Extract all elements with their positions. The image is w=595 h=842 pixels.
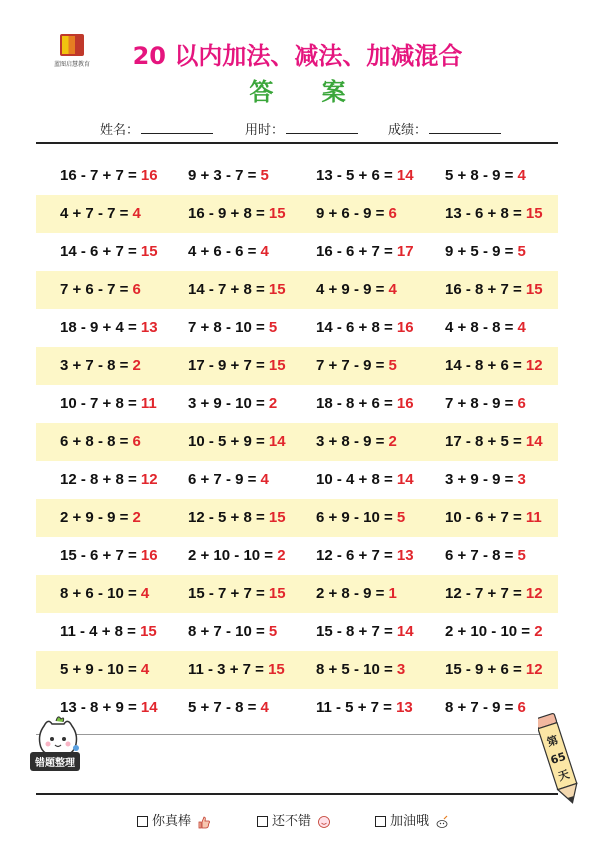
problem [60,537,158,575]
rating-option-great[interactable] [137,810,211,829]
problem-answer: 4 [260,471,269,488]
problem [445,537,526,575]
problem-answer: 1 [388,585,397,602]
rating-option-keep-going[interactable] [375,810,449,829]
problem-expression: 4 + 7 - 7 = [60,205,133,222]
problem-answer: 2 [534,623,543,640]
problem-expression: 2 + 9 - 9 = [60,509,133,526]
problem [60,157,158,195]
problem-answer: 11 [525,509,542,526]
error-collection-area [36,734,558,793]
problem-expression: 7 + 8 - 10 = [188,319,269,336]
problem-expression: 14 - 7 + 8 = [188,281,269,298]
problem-row [36,689,558,727]
problem [316,157,414,195]
problem-expression: 10 - 5 + 9 = [188,433,269,450]
problem [60,309,158,347]
score-label: 成绩： [388,123,428,138]
thumbs-up-icon [197,815,211,829]
problem-expression: 2 + 10 - 10 = [445,623,535,640]
problem-expression: 8 + 5 - 10 = [316,661,397,678]
problem-answer: 5 [388,357,397,374]
problem [445,347,543,385]
problem-answer: 6 [388,205,397,222]
problem-expression: 10 - 6 + 7 = [445,509,526,526]
problem [445,157,526,195]
problem-answer: 14 [268,433,286,450]
problem-answer: 2 [277,547,286,564]
problem-expression: 16 - 6 + 7 = [316,243,397,260]
problem-expression: 11 - 5 + 7 = [316,699,397,716]
problem [316,195,397,233]
rating-label: 加油哦 [390,814,430,829]
score-field[interactable] [388,119,501,138]
problem-answer: 13 [396,547,414,564]
problem-expression: 14 - 8 + 6 = [445,357,526,374]
problem-row [36,271,558,309]
problem-expression: 12 - 7 + 7 = [445,585,526,602]
problem-answer: 15 [140,243,158,260]
problem [316,613,414,651]
problem-row [36,423,558,461]
problem-answer: 6 [132,281,141,298]
problem-row [36,157,558,195]
problem [445,689,526,727]
rating-label: 还不错 [272,814,312,829]
problem [445,309,526,347]
problem-answer: 5 [517,547,526,564]
problem-expression: 6 + 7 - 9 = [188,471,261,488]
problem [316,499,405,537]
problem-row [36,385,558,423]
problem-row [36,347,558,385]
problem [188,423,286,461]
problem-answer: 4 [140,661,150,678]
problem-expression: 7 + 6 - 7 = [60,281,133,298]
score-blank[interactable] [429,122,501,134]
problem-expression: 18 - 9 + 4 = [60,319,141,336]
problem [188,575,286,613]
problem-expression: 17 - 8 + 5 = [445,433,526,450]
problem-answer: 12 [525,585,543,602]
problem-answer: 15 [268,281,286,298]
pencil-day-text-2: 65 [548,749,568,768]
problems-grid [36,157,558,727]
problem-answer: 3 [517,471,526,488]
problem [60,347,141,385]
problem [316,347,397,385]
problem-expression: 13 - 8 + 9 = [60,699,141,716]
problem-answer: 5 [396,509,406,526]
problem-answer: 12 [140,471,158,488]
problem-row [36,461,558,499]
problem-answer: 5 [260,167,269,184]
problem-expression: 4 + 8 - 8 = [445,319,518,336]
problem [445,613,543,651]
problem [445,385,526,423]
problem-row [36,575,558,613]
problem-expression: 15 - 8 + 7 = [316,623,397,640]
problem-answer: 6 [132,433,141,450]
name-field[interactable] [100,119,213,138]
problem-expression: 8 + 7 - 10 = [188,623,269,640]
problem-answer: 16 [396,319,414,336]
page-title: 20 以内加法、减法、加减混合 [132,42,463,70]
problem-expression: 4 + 9 - 9 = [316,281,389,298]
problem-answer: 14 [140,699,158,716]
name-label: 姓名： [100,123,140,138]
problem-expression: 2 + 8 - 9 = [316,585,389,602]
problem-expression: 6 + 8 - 8 = [60,433,133,450]
problem [188,157,269,195]
problem [188,233,269,271]
problem-expression: 7 + 7 - 9 = [316,357,389,374]
problem-answer: 6 [517,699,526,716]
problem-expression: 3 + 9 - 10 = [188,395,269,412]
problem-answer: 5 [268,623,278,640]
time-label: 用时： [245,123,285,138]
problem-expression: 17 - 9 + 7 = [188,357,269,374]
problem [188,271,286,309]
rating-option-good[interactable] [257,810,331,829]
problem [60,613,157,651]
problem-expression: 13 - 6 + 8 = [445,205,526,222]
problem-answer: 4 [517,167,526,184]
problem-answer: 12 [525,661,543,678]
problem [60,271,141,309]
problem-expression: 8 + 6 - 10 = [60,585,141,602]
problem-answer: 4 [517,319,526,336]
problem [445,195,543,233]
problem [316,689,413,727]
problem-expression: 2 + 10 - 10 = [188,547,278,564]
problem [188,537,286,575]
problem [188,385,277,423]
problem-answer: 5 [517,243,526,260]
rating-checkbox[interactable] [375,816,386,827]
problem-expression: 9 + 3 - 7 = [188,167,261,184]
problem [445,233,526,271]
problem-expression: 15 - 6 + 7 = [60,547,141,564]
problem-answer: 2 [388,433,397,450]
problem-answer: 14 [396,471,414,488]
problem-expression: 3 + 7 - 8 = [60,357,133,374]
problem [445,499,542,537]
problem [188,651,285,689]
problem [316,651,405,689]
problem [188,689,269,727]
problem-answer: 4 [140,585,150,602]
page-subtitle: 答 案 [249,78,366,106]
problem-expression: 6 + 9 - 10 = [316,509,397,526]
problem-expression: 16 - 9 + 8 = [188,205,269,222]
problem-answer: 14 [396,167,414,184]
problem-expression: 14 - 6 + 8 = [316,319,397,336]
problem-answer: 15 [268,509,286,526]
problem-expression: 15 - 7 + 7 = [188,585,269,602]
problem-answer: 14 [396,623,414,640]
problem-answer: 15 [140,623,157,640]
problem-answer: 15 [268,661,285,678]
problem [316,271,397,309]
problem-answer: 13 [396,699,413,716]
problem-answer: 6 [517,395,526,412]
problem-answer: 4 [260,243,269,260]
problem-expression: 12 - 6 + 7 = [316,547,397,564]
problem [60,461,158,499]
problem-answer: 16 [140,547,158,564]
rating-label: 你真棒 [152,814,192,829]
problem-expression: 9 + 5 - 9 = [445,243,518,260]
problem-answer: 2 [268,395,278,412]
problem-row [36,195,558,233]
problem [188,309,277,347]
problem-answer: 15 [268,585,286,602]
problem-answer: 15 [268,357,286,374]
problem-expression: 14 - 6 + 7 = [60,243,141,260]
problem-answer: 17 [396,243,414,260]
problem-answer: 16 [396,395,414,412]
problem-expression: 10 - 4 + 8 = [316,471,397,488]
problem [60,575,149,613]
problem-expression: 10 - 7 + 8 = [60,395,141,412]
cheer-icon [435,815,449,829]
problem [445,575,543,613]
problem-expression: 8 + 7 - 9 = [445,699,518,716]
problem [445,461,526,499]
problem-expression: 16 - 8 + 7 = [445,281,526,298]
problem [445,423,543,461]
problem-answer: 3 [396,661,406,678]
problem-expression: 4 + 6 - 6 = [188,243,261,260]
problem [316,461,414,499]
problem [60,423,141,461]
problem [188,499,286,537]
problem-answer: 12 [525,357,543,374]
problem-row [36,613,558,651]
problem-row [36,309,558,347]
problem [316,309,414,347]
problem [188,613,277,651]
problem-expression: 5 + 8 - 9 = [445,167,518,184]
problem-answer: 2 [132,357,141,374]
problem-expression: 5 + 7 - 8 = [188,699,261,716]
problem-answer: 15 [268,205,286,222]
problem [316,537,414,575]
logo-text: 蓝图启慧教育 [53,61,90,68]
problem-expression: 13 - 5 + 6 = [316,167,397,184]
problem-row [36,651,558,689]
problem-answer: 15 [525,281,543,298]
problem-answer: 4 [260,699,269,716]
problem [445,651,543,689]
problem-answer: 16 [140,167,158,184]
problem-expression: 15 - 9 + 6 = [445,661,526,678]
problem-answer: 4 [388,281,397,298]
problem [60,499,141,537]
problem [316,233,414,271]
problem-expression: 12 - 8 + 8 = [60,471,141,488]
problem-expression: 6 + 7 - 8 = [445,547,518,564]
problem [316,385,414,423]
problem [445,271,543,309]
problem-answer: 5 [268,319,278,336]
problem-expression: 5 + 9 - 10 = [60,661,141,678]
problem [188,195,286,233]
problem-row [36,233,558,271]
footer-divider [36,793,558,795]
problem-answer: 2 [132,509,141,526]
problem [316,423,397,461]
problem-answer: 4 [132,205,141,222]
problem [60,651,149,689]
header-divider [36,142,558,144]
problem [316,575,397,613]
time-field[interactable] [245,119,358,138]
pencil-day-text-1: 第 [545,733,560,750]
problem-expression: 16 - 7 + 7 = [60,167,141,184]
problem-answer: 13 [140,319,158,336]
name-blank[interactable] [141,122,213,134]
smiley-icon [317,815,331,829]
problem-row [36,537,558,575]
problem [60,233,158,271]
time-blank[interactable] [286,122,358,134]
problem-expression: 9 + 6 - 9 = [316,205,389,222]
problem-expression: 11 - 3 + 7 = [188,661,269,678]
rating-checkbox[interactable] [137,816,148,827]
problem-expression: 12 - 5 + 8 = [188,509,269,526]
rating-checkbox[interactable] [257,816,268,827]
problem-expression: 18 - 8 + 6 = [316,395,397,412]
problem-answer: 15 [525,205,543,222]
problem-answer: 14 [525,433,543,450]
problem [60,385,157,423]
problem-expression: 3 + 8 - 9 = [316,433,389,450]
pencil-day-text-3: 天 [556,767,571,784]
error-collection-label: 错题整理 [30,752,80,771]
problem [188,461,269,499]
problem-expression: 7 + 8 - 9 = [445,395,518,412]
problem-row [36,499,558,537]
problem [60,195,141,233]
problem-expression: 11 - 4 + 8 = [60,623,141,640]
problem [188,347,286,385]
problem-answer: 11 [140,395,157,412]
problem-expression: 3 + 9 - 9 = [445,471,518,488]
